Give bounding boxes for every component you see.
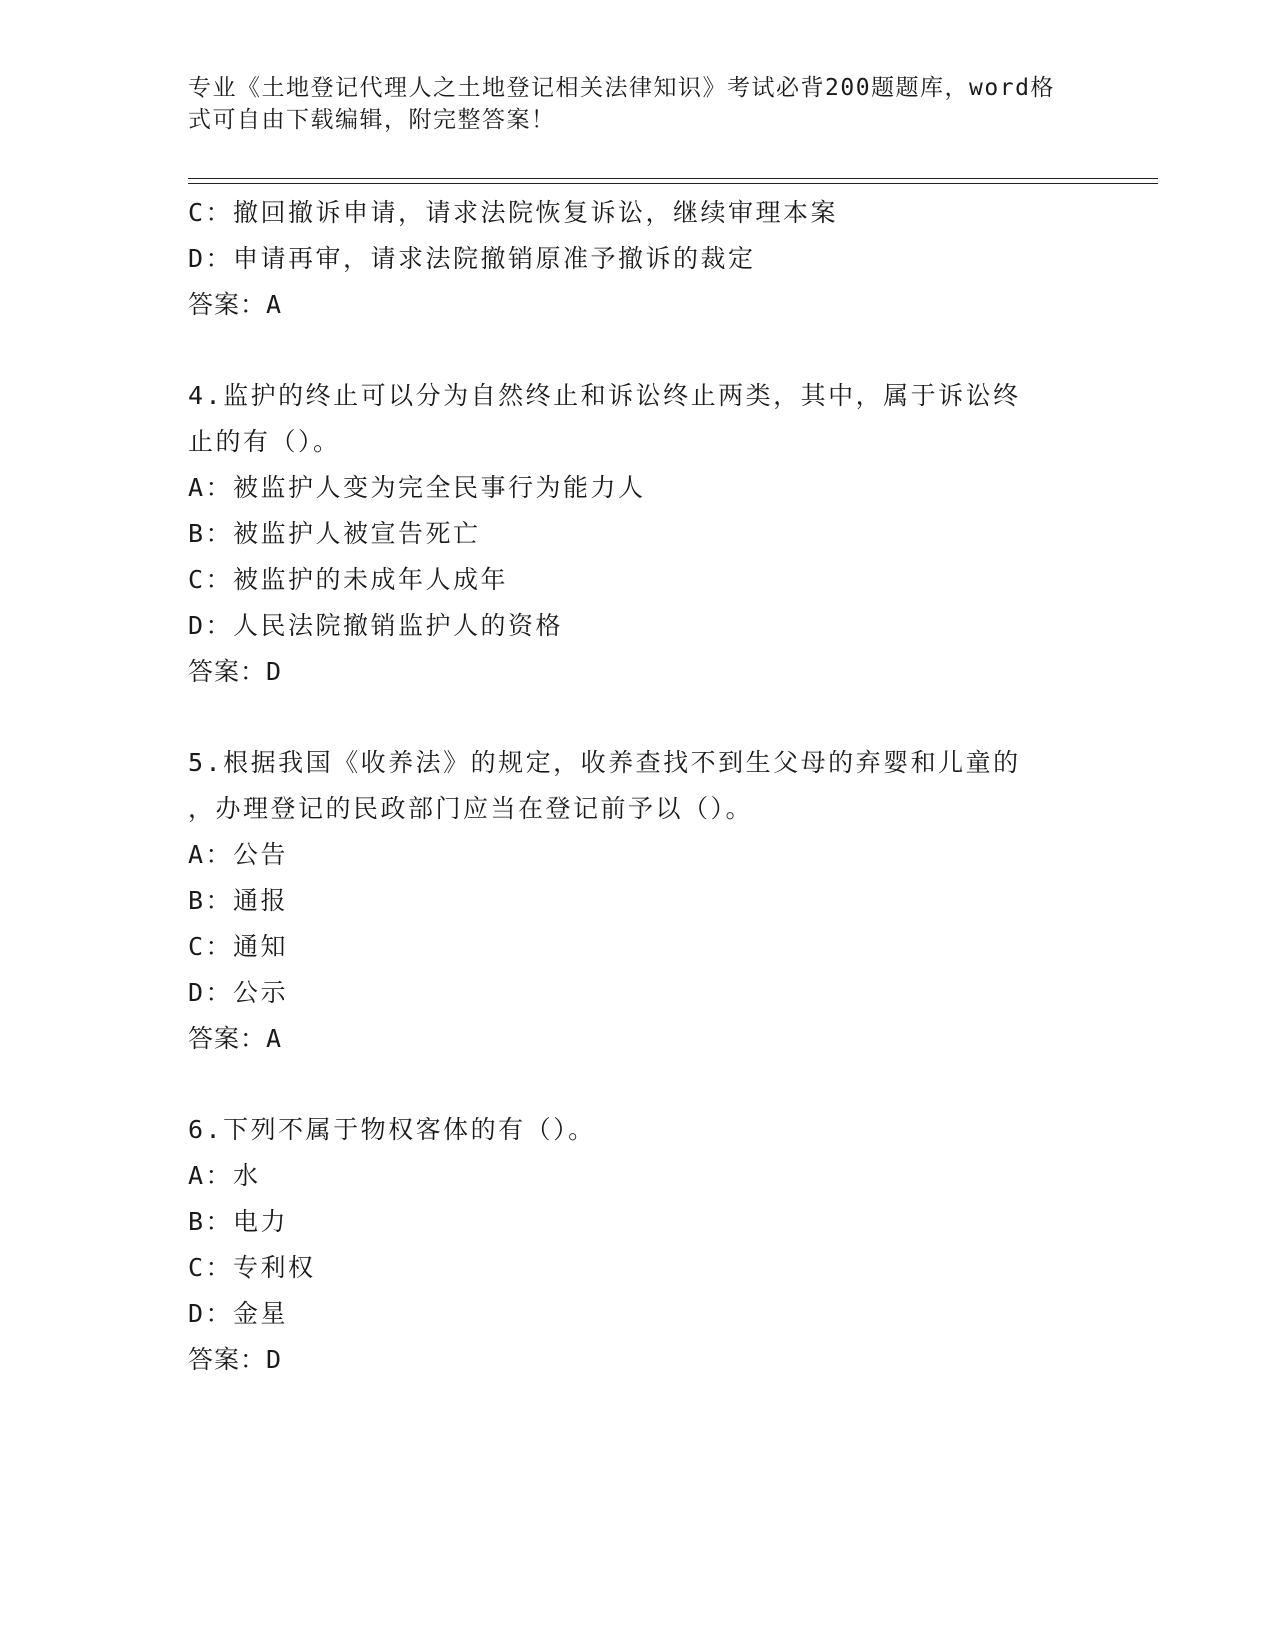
question-text-line: 6.下列不属于物权客体的有（）。 <box>188 1115 596 1144</box>
header-line-1: 专业《土地登记代理人之土地登记相关法律知识》考试必背200题题库，word格 <box>188 75 1055 101</box>
option-d: D：申请再审，请求法院撤销原准予撤诉的裁定 <box>188 244 756 273</box>
option-d: D：公示 <box>188 978 289 1007</box>
option-d: D：金星 <box>188 1299 289 1328</box>
question-text-line: 止的有（）。 <box>188 427 341 456</box>
option-a: A：被监护人变为完全民事行为能力人 <box>188 473 646 502</box>
question-text-line: 4.监护的终止可以分为自然终止和诉讼终止两类，其中，属于诉讼终 <box>188 381 1021 410</box>
question-4 <box>188 373 1068 695</box>
question-6 <box>188 1107 1068 1383</box>
option-b: B：电力 <box>188 1207 289 1236</box>
option-a: A：水 <box>188 1161 261 1190</box>
document-body <box>188 190 1068 1383</box>
question-3-continued <box>188 190 1068 328</box>
answer-line: 答案：A <box>188 290 283 319</box>
question-text-line: 5.根据我国《收养法》的规定，收养查找不到生父母的弃婴和儿童的 <box>188 748 1021 777</box>
option-c: C：通知 <box>188 932 289 961</box>
option-a: A：公告 <box>188 840 289 869</box>
header-divider-bottom <box>188 183 1158 184</box>
answer-line: 答案：D <box>188 657 283 686</box>
option-c: C：被监护的未成年人成年 <box>188 565 509 594</box>
option-c: C：专利权 <box>188 1253 316 1282</box>
answer-line: 答案：A <box>188 1024 283 1053</box>
document-header <box>188 72 1068 136</box>
question-text-line: ，办理登记的民政部门应当在登记前予以（）。 <box>188 794 754 823</box>
option-d: D：人民法院撤销监护人的资格 <box>188 611 564 640</box>
option-c: C：撤回撤诉申请，请求法院恢复诉讼，继续审理本案 <box>188 198 839 227</box>
question-5 <box>188 740 1068 1062</box>
option-b: B：通报 <box>188 886 289 915</box>
answer-line: 答案：D <box>188 1345 283 1374</box>
header-divider-top <box>188 178 1158 179</box>
option-b: B：被监护人被宣告死亡 <box>188 519 481 548</box>
header-line-2: 式可自由下载编辑，附完整答案！ <box>188 107 556 133</box>
